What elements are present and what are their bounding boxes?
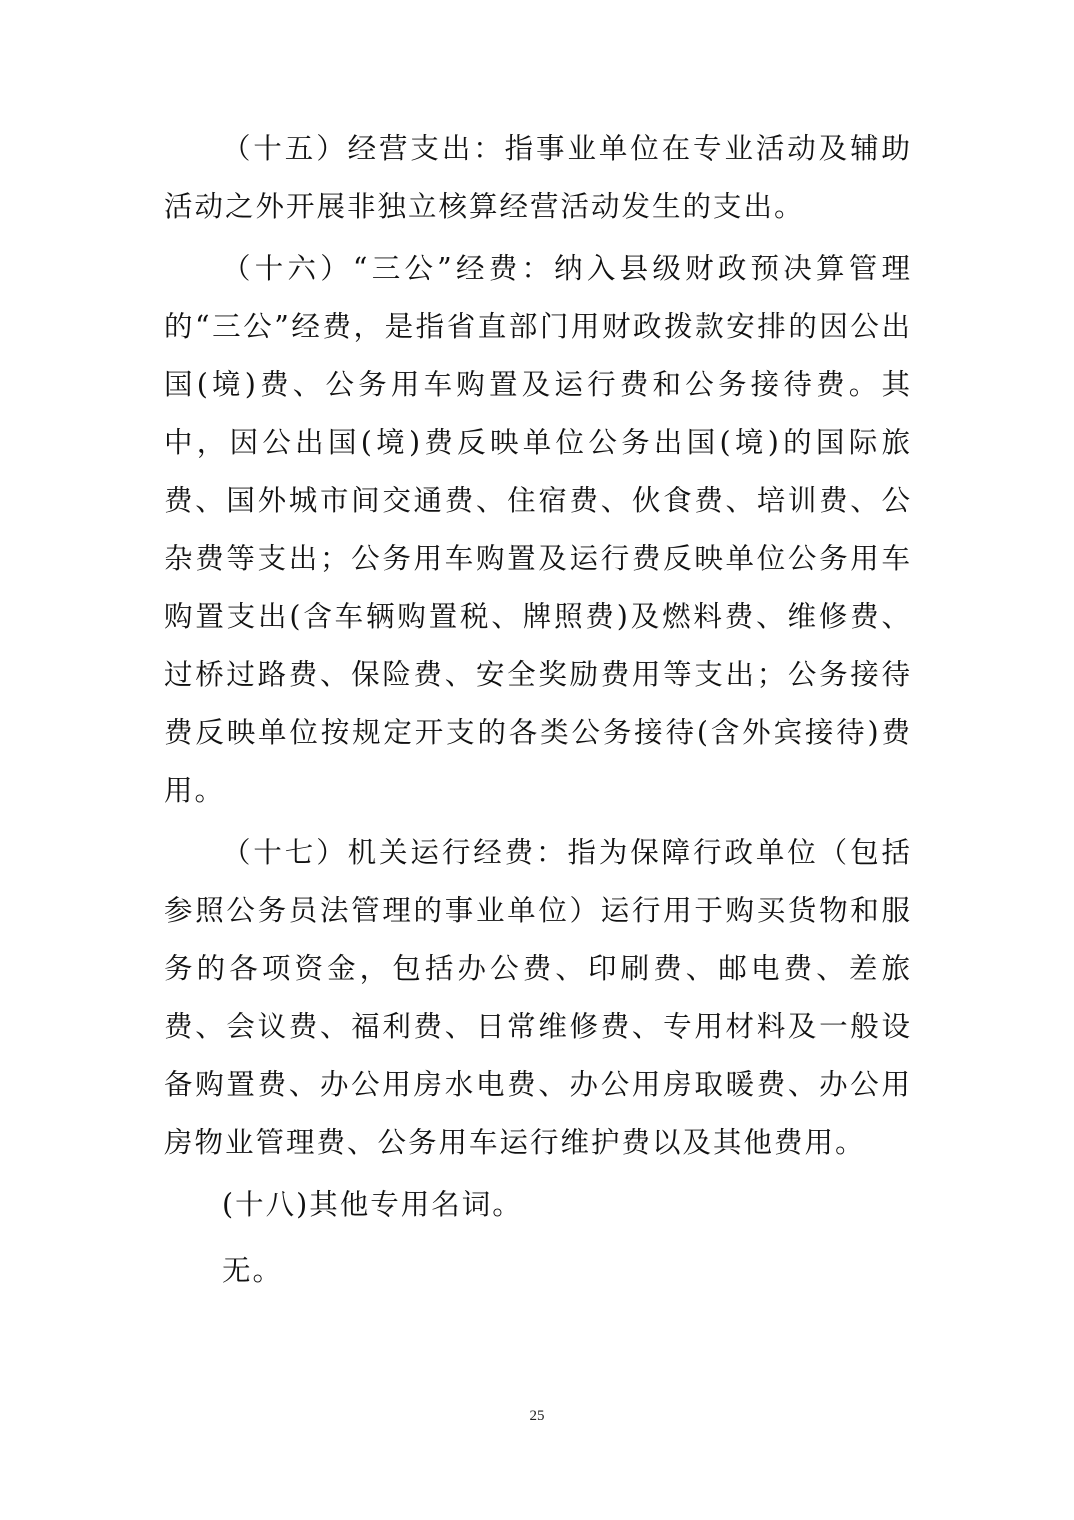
paragraph-operating-expenses: （十五）经营支出：指事业单位在专业活动及辅助活动之外开展非独立核算经营活动发生的支出。 (164, 132, 912, 223)
paragraph-none: 无。 (222, 1254, 284, 1287)
page-number: 25 (529, 1408, 545, 1424)
paragraph-other-terms: (十八)其他专用名词。 (222, 1188, 523, 1221)
paragraph-agency-operating-funds: （十七）机关运行经费：指为保障行政单位（包括参照公务员法管理的事业单位）运行用于购买货物和服务的各项资金，包括办公费、印刷费、邮电费、差旅费、会议费、福利费、日常维修费、专用材料及一般设备购置费、办公用房水电费、办公用房取暖费、办公用房物业管理费、公务用车运行维护费以及其他费用。 (164, 836, 912, 1159)
document-body (164, 120, 912, 1308)
paragraph-three-public-expenses: （十六）“三公”经费：纳入县级财政预决算管理的“三公”经费，是指省直部门用财政拨款安排的因公出国(境)费、公务用车购置及运行费和公务接待费。其中，因公出国(境)费反映单位公务出国(境)的国际旅费、国外城市间交通费、住宿费、伙食费、培训费、公杂费等支出；公务用车购置及运行费反映单位公务用车购置支出(含车辆购置税、牌照费)及燃料费、维修费、过桥过路费、保险费、安全奖励费用等支出；公务接待费反映单位按规定开支的各类公务接待(含外宾接待)费用。 (164, 252, 912, 807)
